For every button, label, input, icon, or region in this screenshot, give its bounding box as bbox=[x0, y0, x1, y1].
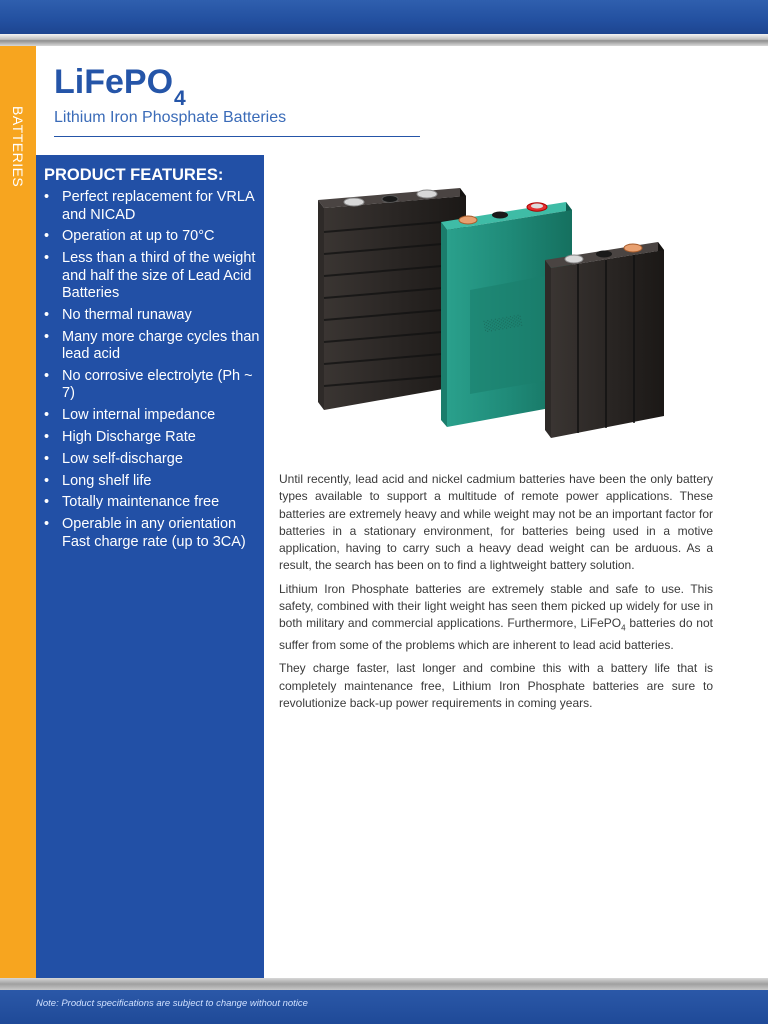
feature-item bbox=[44, 250, 260, 303]
feature-text: Operation at up to 70°C bbox=[62, 228, 215, 245]
page-subtitle: Lithium Iron Phosphate Batteries bbox=[54, 109, 287, 126]
feature-text: No thermal runaway bbox=[62, 306, 192, 323]
bottom-divider-rule bbox=[0, 978, 768, 990]
feature-text: Low self-discharge bbox=[62, 450, 183, 467]
bullet-icon: • bbox=[44, 367, 50, 384]
feature-item bbox=[44, 407, 260, 425]
body-paragraph: Until recently, lead acid and nickel cadmium batteries have been the only battery types available to support a multitude of remote power applications. These batteries are extremely heavy and while weight may not be an important factor for batteries in a stationary environment, for batteries being used in a motive application, having to carry such a heavy dead weight can be arduous. As a result, the search has been on to find a lightweight battery solution. bbox=[279, 472, 713, 573]
section-side-tab bbox=[0, 46, 36, 978]
bullet-icon: • bbox=[44, 189, 50, 205]
feature-text: Less than a third of the weight and half the size of Lead Acid Batteries bbox=[62, 250, 256, 302]
bullet-icon: • bbox=[44, 472, 50, 489]
feature-item bbox=[44, 494, 260, 512]
feature-text: Perfect replacement for VRLA and NICAD bbox=[62, 189, 254, 223]
side-tab-label: BATTERIES bbox=[10, 106, 26, 188]
feature-item bbox=[44, 429, 260, 447]
product-features-panel bbox=[36, 155, 264, 978]
feature-item bbox=[44, 451, 260, 469]
bullet-icon: • bbox=[44, 429, 50, 446]
feature-item bbox=[44, 329, 260, 364]
feature-item bbox=[44, 307, 260, 325]
body-paragraph: They charge faster, last longer and combine this with a battery life that is completely maintenance free, Lithium Iron Phosphate batteries are sure to revolutionize back-up power requirements in coming years. bbox=[279, 661, 713, 710]
feature-item bbox=[44, 368, 260, 403]
title-subscript: 4 bbox=[174, 87, 186, 110]
black-battery-cell-right bbox=[545, 242, 664, 438]
bullet-icon: • bbox=[44, 228, 50, 245]
feature-item bbox=[44, 228, 260, 246]
feature-text: Low internal impedance bbox=[62, 407, 216, 424]
body-paragraph bbox=[279, 581, 713, 655]
subscript-4: 4 bbox=[621, 623, 626, 633]
top-divider-rule bbox=[0, 34, 768, 46]
title-underline bbox=[54, 136, 420, 137]
body-paragraph-part: Lithium Iron Phosphate batteries are extremely stable and safe to use. This safety, combined with their light weight has seen them picked up widely for use in both military and commercial applications. Furthermore, LiFePO bbox=[279, 581, 713, 631]
feature-text: No corrosive electrolyte (Ph ~ 7) bbox=[62, 367, 253, 402]
feature-text: Operable in any orientation Fast charge rate (up to 3CA) bbox=[62, 516, 246, 550]
feature-text: High Discharge Rate bbox=[62, 429, 196, 446]
feature-text: Long shelf life bbox=[62, 472, 152, 489]
bullet-icon: • bbox=[44, 328, 50, 345]
footer-note: Note: Product specifications are subject to change without notice bbox=[36, 998, 308, 1009]
bullet-icon: • bbox=[44, 306, 50, 323]
svg-text:░░░░░: ░░░░░ bbox=[483, 315, 524, 333]
features-heading: PRODUCT FEATURES: bbox=[44, 166, 224, 184]
bullet-icon: • bbox=[44, 494, 50, 511]
top-header-band bbox=[0, 0, 768, 34]
title-main: LiFePO bbox=[54, 63, 174, 101]
bullet-icon: • bbox=[44, 250, 50, 267]
page-title bbox=[54, 62, 186, 110]
bullet-icon: • bbox=[44, 516, 50, 533]
feature-item bbox=[44, 516, 260, 551]
bullet-icon: • bbox=[44, 407, 50, 424]
bullet-icon: • bbox=[44, 450, 50, 467]
feature-item bbox=[44, 189, 260, 224]
battery-cells-photo bbox=[300, 180, 680, 450]
feature-text: Totally maintenance free bbox=[62, 494, 220, 511]
features-list bbox=[44, 189, 260, 556]
body-paragraph-part: batteries do not suffer from some of the problems which are inherent to lead acid batteries. bbox=[279, 616, 713, 653]
feature-item bbox=[44, 473, 260, 491]
body-text bbox=[279, 471, 713, 718]
feature-text: Many more charge cycles than lead acid bbox=[62, 328, 260, 363]
